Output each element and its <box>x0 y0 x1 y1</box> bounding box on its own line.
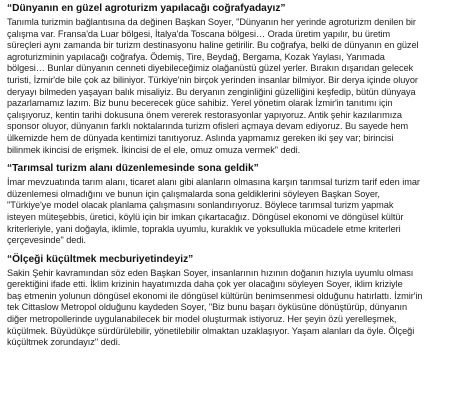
paragraph-line: İmar mevzuatında tarım alanı, ticaret alanı gibi alanların olmasına karşın tarımsal turizm tarif eden imar <box>7 177 420 188</box>
section-paragraph <box>7 177 449 247</box>
paragraph-line: Tanımla turizmin bağlantısına da değinen Başkan Soyer, "Dünyanın her yerinde agroturizm denilen bir <box>7 17 416 27</box>
paragraph-line: pazarlamamız lazım. Biz bunu becerecek güce sahibiz. Yerel yönetim olarak İzmir'in tanıtımı için <box>7 98 393 109</box>
paragraph-line: sponsor oluyor, dünyanın farklı noktalarında turizm ofisleri açmaya devam ediyoruz. Bu sayede hem <box>7 121 409 132</box>
paragraph-line: ülkemizde hem de dünyada kentimizi tanıtıyoruz. Aslında yapmamız gereken iki şey var; birincisi <box>7 132 394 143</box>
paragraph-line: bilinmek ikincisi de erişmek. İkincisi de el ele, omuz omuza vermek" dedi. <box>7 144 301 155</box>
paragraph-line: "Türkiye'ye model olacak planlama çalışmasını sonlandırıyoruz. Böylece tarımsal turizm yapmak <box>7 200 394 211</box>
section-heading: “Tarımsal turizm alanı düzenlemesinde sona geldik” <box>7 163 259 175</box>
paragraph-line: baş etmenin yolunun döngüsel ekonomi ile döngüsel kültürün benimsenmesi olduğunu hatırlattı. İzmir'in <box>7 290 423 301</box>
paragraph-line: çalışma var. Fransa'da Luar bölgesi, İtalya'da Toscana bölgesi… Orada üretim yapılır, bu üretim <box>7 28 391 39</box>
paragraph-line: düzenlemesi olmadığını ve bunun için çalışmalarda sona geldiklerini söyleyen Başkan Soyer, <box>7 188 380 199</box>
section-heading: “Ölçeği küçültmek mecburiyetindeyiz” <box>7 253 194 265</box>
paragraph-line: süreçleri aynı zamanda bir turizm destinasyonu haline getirilir. Bu coğrafya, belki de dünyanın en güzel <box>7 40 419 51</box>
paragraph-line: turisti, İzmir'de bile çok az biliniyor. Türkiye'nin birçok yerinden insanlar bilmiyor. Bir derya içinde oluyor <box>7 74 418 85</box>
paragraph-line: tek Cittaslow Metropol olduğunu kaydeden Soyer, "Biz bunu başarı öyküsüne dönüştürüp, dünyanın <box>7 302 408 313</box>
paragraph-line: bölgesi… Bunlar dünyanın cenneti diyebileceğimiz olağanüstü güzel yerler. Bırakın dışarıdan gelecek <box>7 63 414 74</box>
section-tarimsal-turizm <box>7 162 449 247</box>
section-paragraph <box>7 268 449 349</box>
paragraph-line: kriterleriyle, yani doğayla, iklimle, toprakla uyumlu, kuraklık ve yoksullukla mücadele etme kriterleri <box>7 223 401 234</box>
section-heading: “Dünyanın en güzel agroturizm yapılacağı coğrafyadayız” <box>7 3 286 14</box>
paragraph-line: çerçevesinde" dedi. <box>7 235 86 246</box>
paragraph-line: diğer metropollerinde uygulanabilecek bir model oluşturmak istiyoruz. Her şeyin özü yerelleşmek, <box>7 314 397 325</box>
paragraph-line: küçülmek. Büyüdükçe sürdürülebilir, yönetilebilir olmaktan uzaklaşıyor. Yaşam alanları da öyle. Ölçeği <box>7 325 415 336</box>
paragraph-line: Sakin Şehir kavramından söz eden Başkan Soyer, insanlarının hızının doğanın hızıyla uyumlu olması <box>7 267 414 278</box>
section-paragraph <box>7 17 449 156</box>
paragraph-line: küçültmek zorundayız" dedi. <box>7 337 121 348</box>
paragraph-line: agroturizminin yapılacağı coğrafya. Ödemiş, Tire, Beydağ, Bergama, Kozak Yaylası, Yarımada <box>7 51 385 62</box>
section-olcek <box>7 253 449 349</box>
paragraph-line: isteyen müteşebbis, üretici, köylü için bir imkan çıkartacağız. Döngüsel ekonomi ve döngüsel kültür <box>7 211 404 222</box>
section-agroturizm <box>7 2 449 156</box>
paragraph-line: deryayı bilmeden yaşayan balık misaliyiz. Bu deryanın zenginliğini güzelliğini keşfedip, bütün dünyaya <box>7 86 416 97</box>
paragraph-line: gerektiğini ifade etti. İklim krizinin hayatımızda daha çok yer olacağını söyleyen Soyer, iklim kriziyle <box>7 279 403 290</box>
paragraph-line: çalışıyoruz, kentin tarihi dokusuna önem vererek restorasyonlar yapıyoruz. Antik şehir kazılarımıza <box>7 109 402 120</box>
